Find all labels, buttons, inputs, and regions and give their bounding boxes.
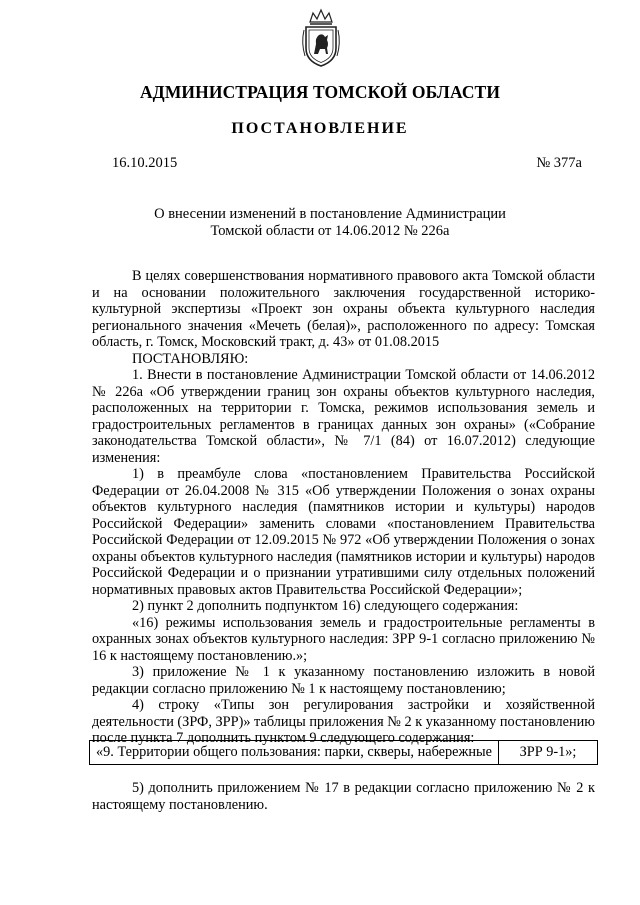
subitem-4-paragraph: 4) строку «Типы зон регулирования застройки и хозяйственной деятельности (ЗРФ, ЗРР)» таблицы приложения № 2 к указанному постановлению после пункта 7 дополнить пунктом 9 следующего содержания: xyxy=(92,697,595,746)
document-date: 16.10.2015 xyxy=(112,155,178,171)
table-cell-description: «9. Территории общего пользования: парки, скверы, набережные xyxy=(90,741,499,765)
table-cell-code: ЗРР 9-1»; xyxy=(499,741,598,765)
subitem-1-paragraph: 1) в преамбуле слова «постановлением Правительства Российской Федерации от 26.04.2008 № 315 «Об утверждении Положения о зонах охраны объектов культурного наследия (памятников истории и культуры) народов Российской Федерации» заменить словами «постановлением Правительства Российской Федерации от 12.09.2015 № 972 «Об утверждении Положения о зонах охраны объектов культурного наследия (памятников истории и культуры) народов Российской Федерации и о признании утратившими силу отдельных положений нормативных правовых актов Правительства Российской Федерации»; xyxy=(92,466,595,598)
subitem-2-text-paragraph: «16) режимы использования земель и градостроительные регламенты в охранных зонах объектов культурного наследия: ЗРР 9-1 согласно приложению № 16 к настоящему постановлению.»; xyxy=(92,614,595,664)
tomsk-region-coat-of-arms-icon xyxy=(300,8,342,68)
table-row xyxy=(90,741,598,765)
subitem-3-paragraph: 3) приложение № 1 к указанному постановлению изложить в новой редакции согласно приложению № 1 к настоящему постановлению; xyxy=(92,664,595,697)
document-body xyxy=(92,268,595,747)
organization-title: АДМИНИСТРАЦИЯ ТОМСКОЙ ОБЛАСТИ xyxy=(139,82,501,102)
subitem-5-paragraph: 5) дополнить приложением № 17 в редакции согласно приложению № 2 к настоящему постановлению. xyxy=(92,780,595,813)
subject-line: О внесении изменений в постановление Администрации xyxy=(154,206,506,222)
final-section xyxy=(92,780,595,813)
decree-word: ПОСТАНОВЛЯЮ: xyxy=(132,350,249,367)
amendment-table xyxy=(89,740,598,765)
document-type: ПОСТАНОВЛЕНИЕ xyxy=(231,120,409,137)
item-1-paragraph: 1. Внести в постановление Администрации Томской области от 14.06.2012 № 226а «Об утверждении границ зон охраны объектов культурного наследия, расположенных на территории г. Томска, режимов использования земель и градостроительных регламентов в границах данных зон охраны» («Собрание законодательства Томской области», № 7/1 (84) от 16.07.2012) следующие изменения: xyxy=(92,367,595,466)
preamble-paragraph: В целях совершенствования нормативного правового акта Томской области и на основании положительного заключения государственной историко-культурной экспертизы «Проект зон охраны объекта культурного наследия регионального значения «Мечеть (белая)», расположенного по адресу: Томская область, г. Томск, Московский тракт, д. 43» от 01.08.2015 xyxy=(92,268,595,350)
subitem-2-paragraph: 2) пункт 2 дополнить подпунктом 16) следующего содержания: xyxy=(132,598,519,614)
subject-line: Томской области от 14.06.2012 № 226а xyxy=(210,223,450,239)
document-number: № 377а xyxy=(536,155,582,171)
document-subject xyxy=(140,206,520,240)
